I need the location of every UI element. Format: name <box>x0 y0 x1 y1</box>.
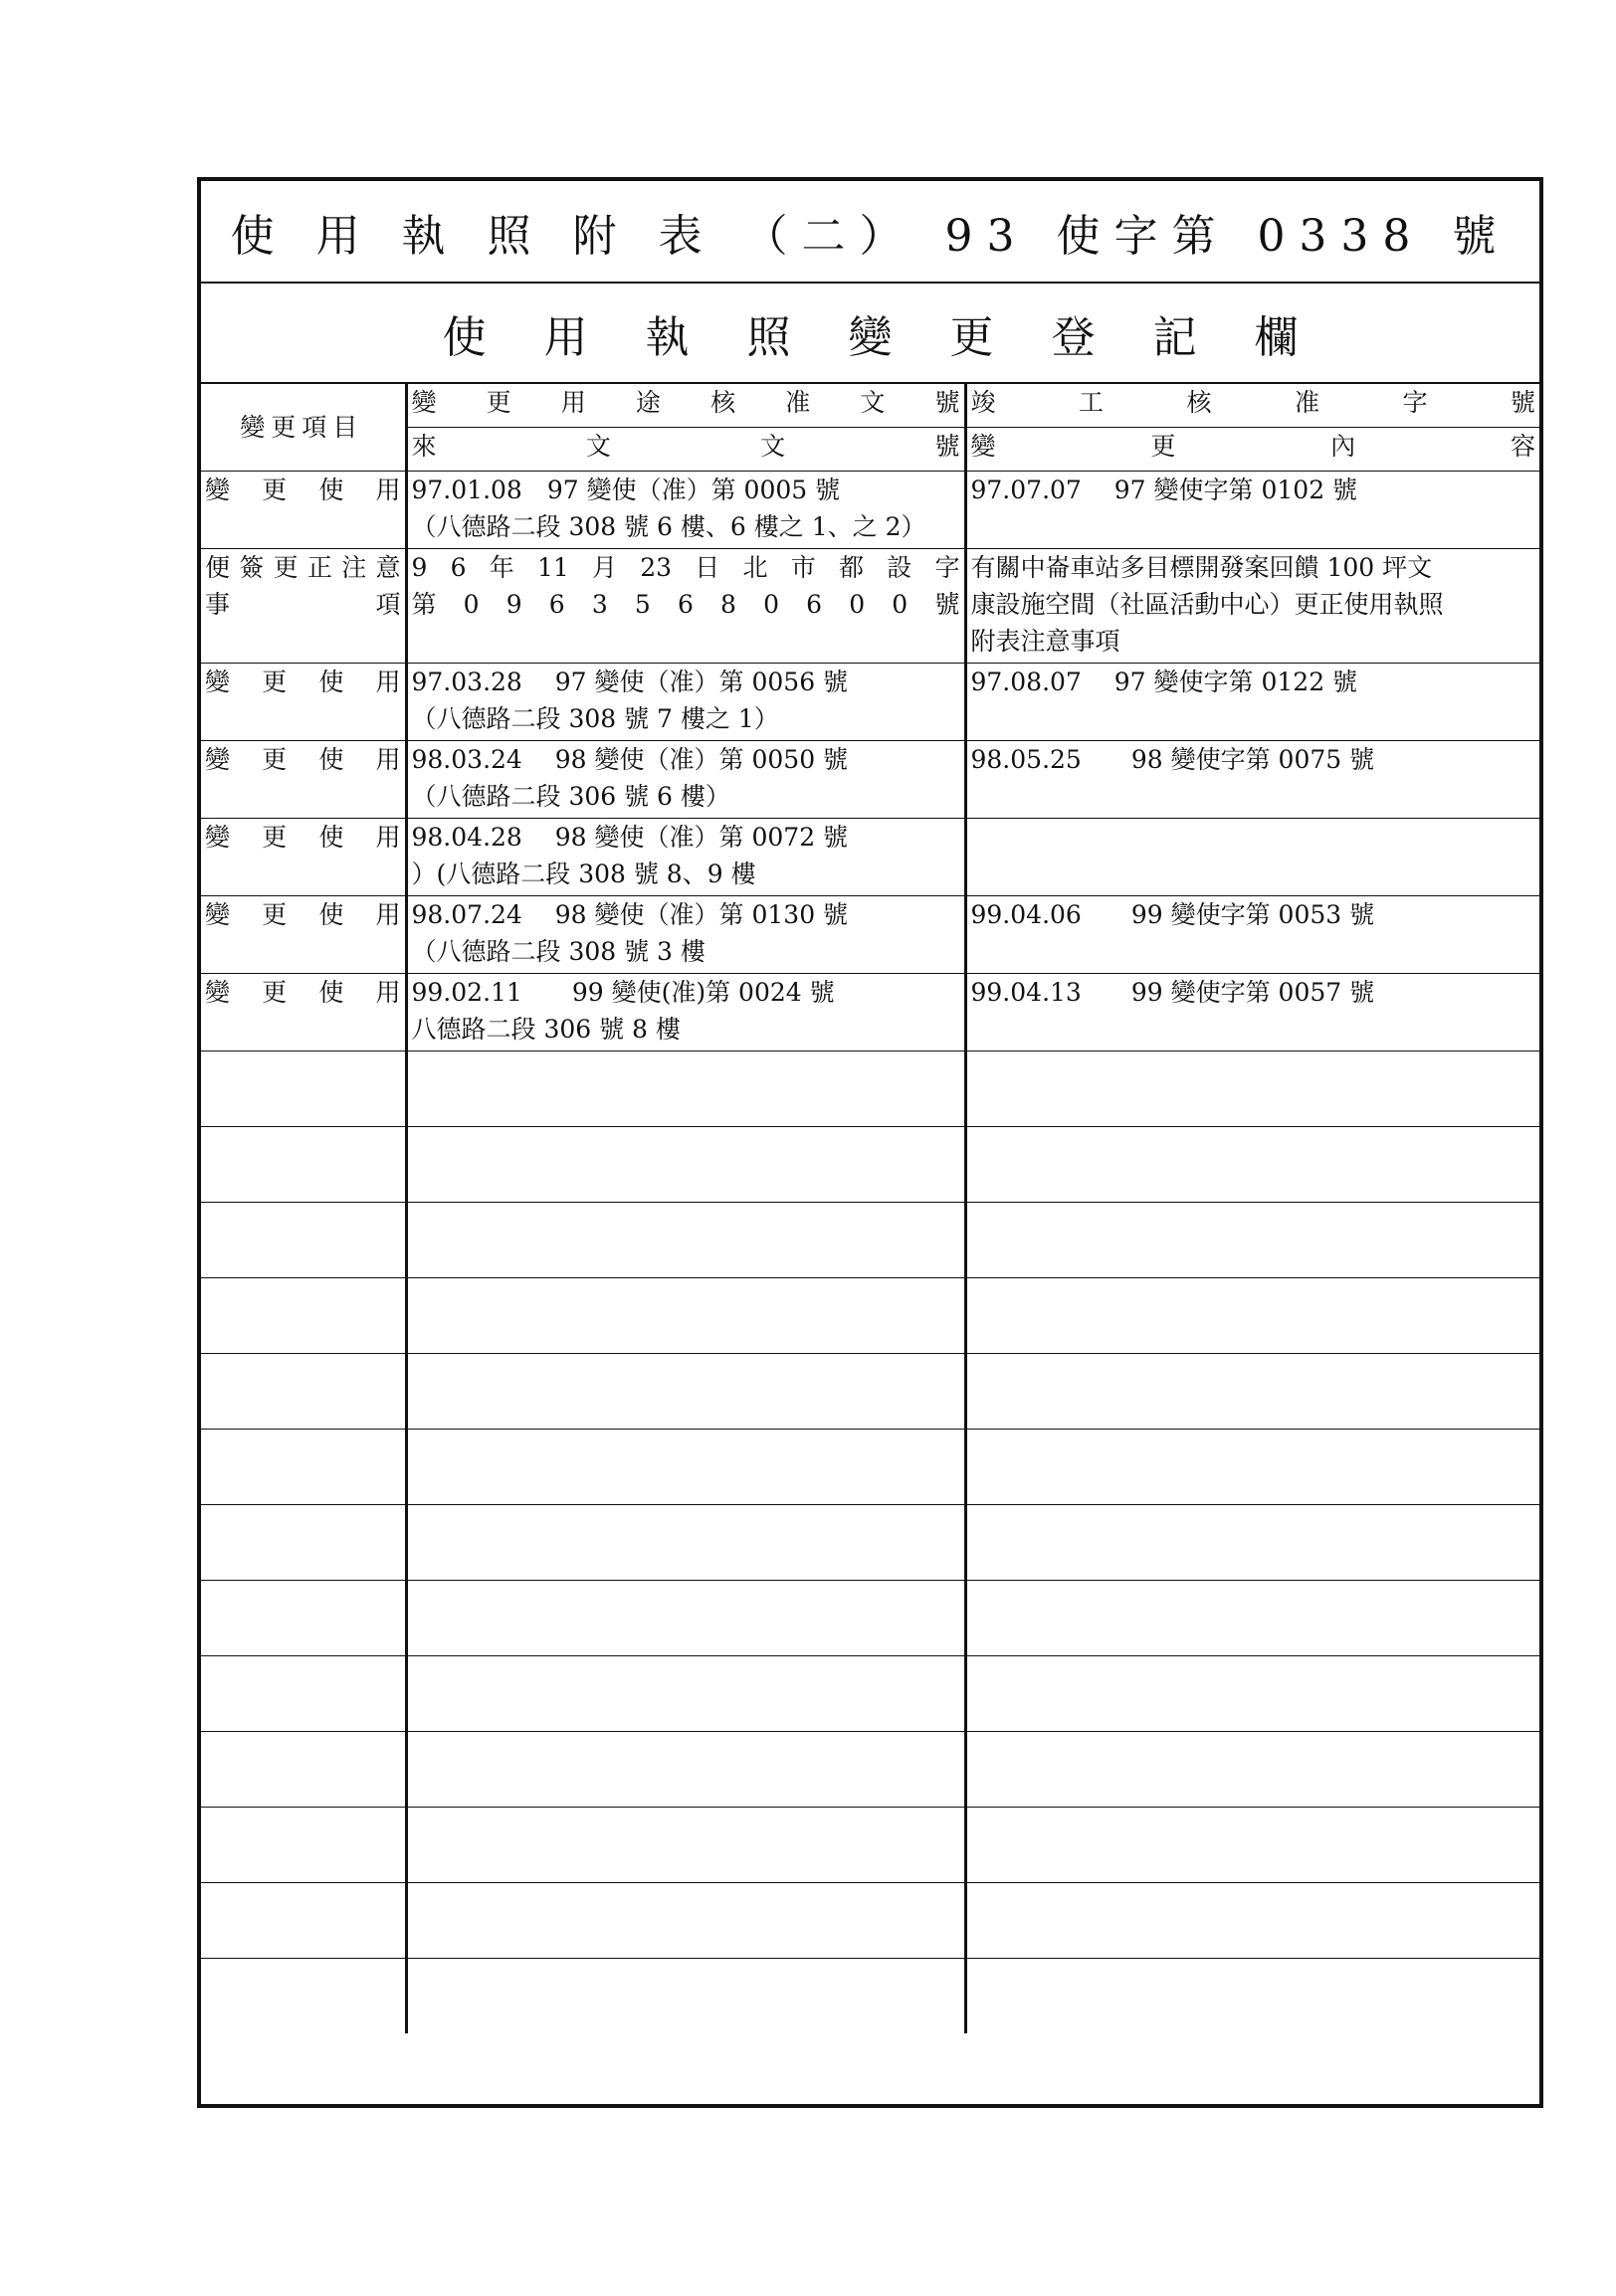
header-char: 字 <box>1402 388 1428 417</box>
cell-char: 0 <box>892 590 909 619</box>
cell-char: 用 <box>375 823 401 852</box>
empty-row <box>201 1656 1539 1732</box>
cell-char: 市 <box>790 553 816 582</box>
cell-char: 用 <box>375 745 401 774</box>
header-char: 文 <box>760 432 786 461</box>
empty-row <box>201 1203 1539 1278</box>
header-char: 准 <box>1294 388 1319 417</box>
approval-doc-cell <box>406 819 965 896</box>
cell-char: 年 <box>489 553 514 582</box>
cell-char: 0 <box>849 590 866 619</box>
change-item-cell <box>201 741 406 819</box>
cell-char: 用 <box>375 476 401 504</box>
cell-char: 更 <box>262 745 288 774</box>
cell-char: 注 <box>341 553 367 582</box>
header-char: 號 <box>934 388 960 417</box>
header-char: 核 <box>1186 388 1212 417</box>
license-sheet <box>197 177 1543 2108</box>
approval-doc-cell <box>406 472 965 549</box>
empty-cell <box>406 1430 965 1505</box>
empty-cell <box>201 1505 406 1581</box>
empty-cell <box>201 1581 406 1656</box>
change-item-label <box>205 974 401 1011</box>
empty-cell <box>406 1656 965 1732</box>
completion-line: 99.04.13 99 變使字第 0057 號 <box>970 978 1375 1007</box>
approval-doc-line: 97.01.08 97 變使（准）第 0005 號 <box>411 476 841 504</box>
completion-cell <box>965 896 1539 974</box>
cell-char: 使 <box>318 745 344 774</box>
header-char: 號 <box>1510 388 1535 417</box>
cell-char: 3 <box>591 590 608 619</box>
cell-char: 意 <box>375 553 401 582</box>
empty-cell <box>965 1505 1539 1581</box>
empty-row <box>201 1581 1539 1656</box>
cell-char: 變 <box>205 745 231 774</box>
table-row <box>201 819 1539 896</box>
empty-cell <box>965 1430 1539 1505</box>
cell-char: 使 <box>318 823 344 852</box>
empty-row <box>201 1732 1539 1808</box>
change-item-cell <box>201 549 406 664</box>
header-char: 途 <box>635 388 661 417</box>
cell-char: 更 <box>262 823 288 852</box>
empty-row <box>201 1430 1539 1505</box>
table-row <box>201 896 1539 974</box>
empty-cell <box>406 1883 965 1959</box>
cell-char: 設 <box>887 553 912 582</box>
completion-line: 附表注意事項 <box>970 627 1120 656</box>
empty-cell <box>406 1127 965 1203</box>
table-row <box>201 741 1539 819</box>
cell-char: 北 <box>742 553 768 582</box>
completion-line: 97.07.07 97 變使字第 0102 號 <box>970 476 1358 504</box>
header-char: 容 <box>1510 432 1535 461</box>
empty-cell <box>406 1354 965 1430</box>
header-row <box>201 384 1539 428</box>
approval-doc-cell <box>406 741 965 819</box>
approval-doc-line <box>412 549 960 586</box>
empty-row <box>201 1127 1539 1203</box>
cell-char: 便 <box>205 553 231 582</box>
empty-row <box>201 1959 1539 2034</box>
empty-cell <box>406 1505 965 1581</box>
approval-doc-cell <box>406 664 965 741</box>
change-item-cell <box>201 664 406 741</box>
header-char: 號 <box>934 432 960 461</box>
header-char: 文 <box>860 388 886 417</box>
empty-cell <box>201 1883 406 1959</box>
empty-cell <box>965 1883 1539 1959</box>
cell-char: 事 <box>205 590 231 619</box>
header-completion-no <box>965 384 1539 428</box>
completion-line: 97.08.07 97 變使字第 0122 號 <box>970 668 1358 696</box>
header-char: 核 <box>710 388 736 417</box>
cell-char: 簽 <box>239 553 265 582</box>
change-item-label <box>205 819 401 856</box>
cell-char: 9 <box>505 590 522 619</box>
completion-line: 康設施空間（社區活動中心）更正使用執照 <box>970 590 1444 619</box>
completion-line: 有關中崙車站多目標開發案回饋 100 坪文 <box>970 553 1433 582</box>
table-row <box>201 472 1539 549</box>
cell-char: 0 <box>463 590 480 619</box>
header-char: 准 <box>785 388 811 417</box>
cell-char: 正 <box>306 553 332 582</box>
cell-char: 字 <box>934 553 960 582</box>
title-row <box>201 181 1539 284</box>
empty-cell <box>965 1203 1539 1278</box>
header-char: 變 <box>411 388 437 417</box>
table-row <box>201 974 1539 1052</box>
change-item-label <box>205 664 401 700</box>
cell-char: 用 <box>375 668 401 696</box>
cell-char: 6 <box>806 590 823 619</box>
empty-row <box>201 1052 1539 1127</box>
empty-cell <box>965 1278 1539 1354</box>
approval-doc-line: 98.07.24 98 變使（准）第 0130 號 <box>411 900 849 929</box>
approval-doc-line: 八德路二段 306 號 8 樓 <box>411 1015 681 1044</box>
empty-cell <box>965 1656 1539 1732</box>
section-title: 使用執照變更登記欄 <box>442 311 1356 363</box>
change-item-label <box>205 586 401 623</box>
approval-doc-cell <box>406 549 965 664</box>
empty-cell <box>406 1052 965 1127</box>
empty-cell <box>965 1808 1539 1883</box>
empty-row <box>201 1354 1539 1430</box>
cell-char: 使 <box>318 978 344 1007</box>
empty-cell <box>406 1959 965 2034</box>
empty-cell <box>201 1203 406 1278</box>
empty-cell <box>965 1732 1539 1808</box>
change-item-label <box>205 472 401 508</box>
change-item-label <box>205 896 401 933</box>
header-incoming-doc <box>406 428 965 472</box>
cell-char: 0 <box>763 590 780 619</box>
header-change-content <box>965 428 1539 472</box>
cell-char: 更 <box>262 900 288 929</box>
empty-cell <box>965 1581 1539 1656</box>
cell-char: 6 <box>548 590 565 619</box>
cell-char: 6 <box>450 553 467 582</box>
cell-char: 變 <box>205 900 231 929</box>
empty-cell <box>406 1808 965 1883</box>
cell-char: 變 <box>205 476 231 504</box>
empty-cell <box>406 1732 965 1808</box>
completion-cell <box>965 472 1539 549</box>
completion-cell <box>965 819 1539 896</box>
approval-doc-cell <box>406 896 965 974</box>
empty-row <box>201 1505 1539 1581</box>
cell-char: 更 <box>262 476 288 504</box>
cell-char: 都 <box>838 553 864 582</box>
empty-cell <box>201 1656 406 1732</box>
completion-cell <box>965 974 1539 1052</box>
approval-doc-line: 98.03.24 98 變使（准）第 0050 號 <box>411 745 849 774</box>
header-char: 變 <box>970 432 996 461</box>
header-item-label: 變更項目 <box>201 384 406 472</box>
table-row <box>201 664 1539 741</box>
change-item-cell <box>201 974 406 1052</box>
header-char: 文 <box>585 432 611 461</box>
empty-row <box>201 1808 1539 1883</box>
header-char: 竣 <box>970 388 996 417</box>
cell-char: 23 <box>640 553 673 582</box>
approval-doc-line: （八德路二段 308 號 6 樓、6 樓之 1、之 2） <box>411 512 926 541</box>
cell-char: 更 <box>262 668 288 696</box>
completion-cell <box>965 741 1539 819</box>
cell-char: 5 <box>634 590 651 619</box>
cell-char: 9 <box>411 553 428 582</box>
cell-char: 用 <box>375 900 401 929</box>
cell-char: 使 <box>318 900 344 929</box>
empty-row <box>201 1883 1539 1959</box>
cell-char: 第 <box>411 590 437 619</box>
approval-doc-line: 97.03.28 97 變使（准）第 0056 號 <box>411 668 849 696</box>
empty-row <box>201 1278 1539 1354</box>
empty-cell <box>201 1278 406 1354</box>
completion-line: 99.04.06 99 變使字第 0053 號 <box>970 900 1375 929</box>
header-char: 用 <box>560 388 586 417</box>
cell-char: 更 <box>262 978 288 1007</box>
approval-doc-line: （八德路二段 308 號 3 樓 <box>411 937 706 966</box>
subtitle-row <box>201 284 1539 384</box>
approval-doc-line: 99.02.11 99 變使(准)第 0024 號 <box>411 978 835 1007</box>
empty-cell <box>965 1127 1539 1203</box>
cell-char: 變 <box>205 823 231 852</box>
approval-doc-line: 98.04.28 98 變使（准）第 0072 號 <box>411 823 849 852</box>
cell-char: 使 <box>318 668 344 696</box>
empty-cell <box>201 1808 406 1883</box>
approval-doc-cell <box>406 974 965 1052</box>
change-item-cell <box>201 472 406 549</box>
cell-char: 月 <box>592 553 618 582</box>
cell-char: 用 <box>375 978 401 1007</box>
completion-line: 98.05.25 98 變使字第 0075 號 <box>970 745 1375 774</box>
cell-char: 6 <box>677 590 694 619</box>
approval-doc-line: （八德路二段 306 號 6 樓） <box>411 782 730 811</box>
empty-cell <box>406 1581 965 1656</box>
empty-cell <box>965 1052 1539 1127</box>
approval-doc-line <box>412 586 960 623</box>
empty-cell <box>201 1354 406 1430</box>
change-registry-table <box>201 384 1539 2033</box>
header-char: 內 <box>1330 432 1356 461</box>
completion-cell <box>965 549 1539 664</box>
change-item-cell <box>201 819 406 896</box>
table-row <box>201 549 1539 664</box>
cell-char: 日 <box>695 553 720 582</box>
cell-char: 變 <box>205 668 231 696</box>
empty-cell <box>201 1127 406 1203</box>
empty-cell <box>201 1430 406 1505</box>
empty-cell <box>201 1959 406 2034</box>
change-item-label <box>205 741 401 778</box>
empty-cell <box>201 1732 406 1808</box>
header-char: 工 <box>1078 388 1104 417</box>
empty-cell <box>406 1203 965 1278</box>
cell-char: 11 <box>536 553 569 582</box>
header-char: 來 <box>411 432 437 461</box>
header-char: 更 <box>486 388 511 417</box>
header-char: 更 <box>1150 432 1176 461</box>
page-title: 使 用 執 照 附 表 （二） 93 使字第 0338 號 <box>230 210 1511 262</box>
cell-char: 使 <box>318 476 344 504</box>
cell-char: 更 <box>273 553 299 582</box>
empty-cell <box>201 1052 406 1127</box>
approval-doc-line: （八德路二段 308 號 7 樓之 1） <box>411 704 779 733</box>
cell-char: 項 <box>375 590 401 619</box>
change-item-cell <box>201 896 406 974</box>
empty-cell <box>965 1959 1539 2034</box>
header-approval-doc <box>406 384 965 428</box>
empty-cell <box>965 1354 1539 1430</box>
cell-char: 變 <box>205 978 231 1007</box>
cell-char: 號 <box>934 590 960 619</box>
approval-doc-line: ）(八德路二段 308 號 8、9 樓 <box>411 860 756 888</box>
cell-char: 8 <box>720 590 736 619</box>
empty-cell <box>406 1278 965 1354</box>
completion-cell <box>965 664 1539 741</box>
change-item-label <box>205 549 401 586</box>
